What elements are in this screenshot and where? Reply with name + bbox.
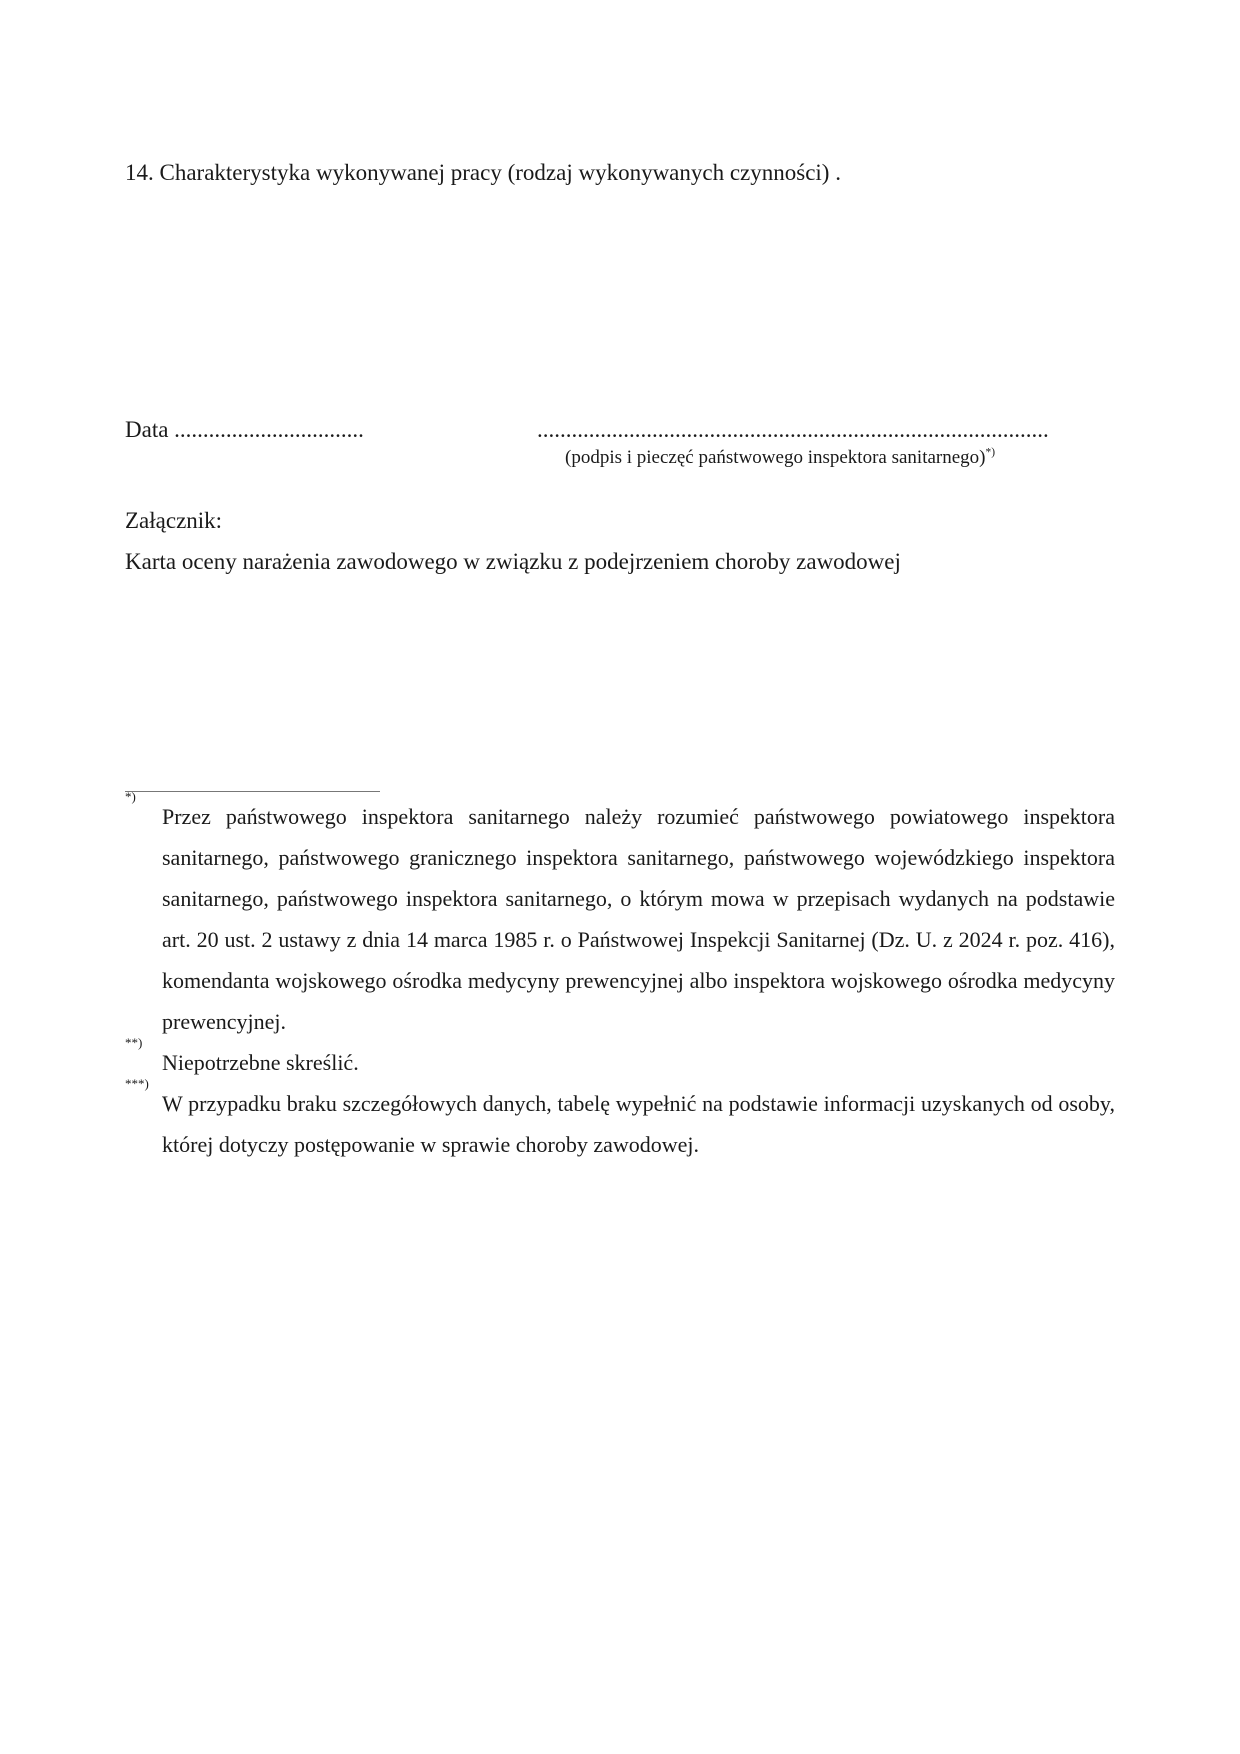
- attachment-item: Karta oceny narażenia zawodowego w związku z podejrzeniem choroby zawodowej: [125, 549, 901, 574]
- section-14-heading: 14. Charakterystyka wykonywanej pracy (rodzaj wykonywanych czynności) .: [125, 160, 841, 185]
- signature-line: .........................................................................................: [537, 417, 1049, 442]
- footnote-separator: [125, 791, 380, 792]
- footnote-2-marker: **): [125, 1035, 143, 1050]
- footnote-3: [125, 1076, 1115, 1165]
- signature-caption-footnote-marker: *): [985, 446, 996, 459]
- signature-caption-text: (podpis i pieczęć państwowego inspektora sanitarnego): [565, 447, 986, 468]
- footnote-2-text: Niepotrzebne skreślić.: [162, 1050, 359, 1075]
- footnote-1-text: Przez państwowego inspektora sanitarnego należy rozumieć państwowego powiatowego inspektora sanitarnego, państwowego granicznego inspektora sanitarnego, państwowego wojewódzkiego inspektora sanitarnego, państwowego inspektora sanitarnego, o którym mowa w przepisach wydanych na podstawie art. 20 ust. 2 ustawy z dnia 14 marca 1985 r. o Państwowej Inspekcji Sanitarnej (Dz. U. z 2024 r. poz. 416), komendanta wojskowego ośrodka medycyny prewencyjnej albo inspektora wojskowego ośrodka medycyny prewencyjnej.: [162, 804, 1115, 1034]
- date-field-label: Data .................................: [125, 417, 364, 442]
- attachment-label: Załącznik:: [125, 508, 223, 533]
- signature-caption: [565, 446, 995, 470]
- footnote-1-marker: *): [125, 789, 136, 804]
- footnote-3-text: W przypadku braku szczegółowych danych, tabelę wypełnić na podstawie informacji uzyskanych od osoby, której dotyczy postępowanie w sprawie choroby zawodowej.: [162, 1091, 1115, 1157]
- footnote-3-marker: ***): [125, 1076, 149, 1091]
- footnote-2: [125, 1035, 1115, 1083]
- footnote-1: [125, 789, 1115, 1042]
